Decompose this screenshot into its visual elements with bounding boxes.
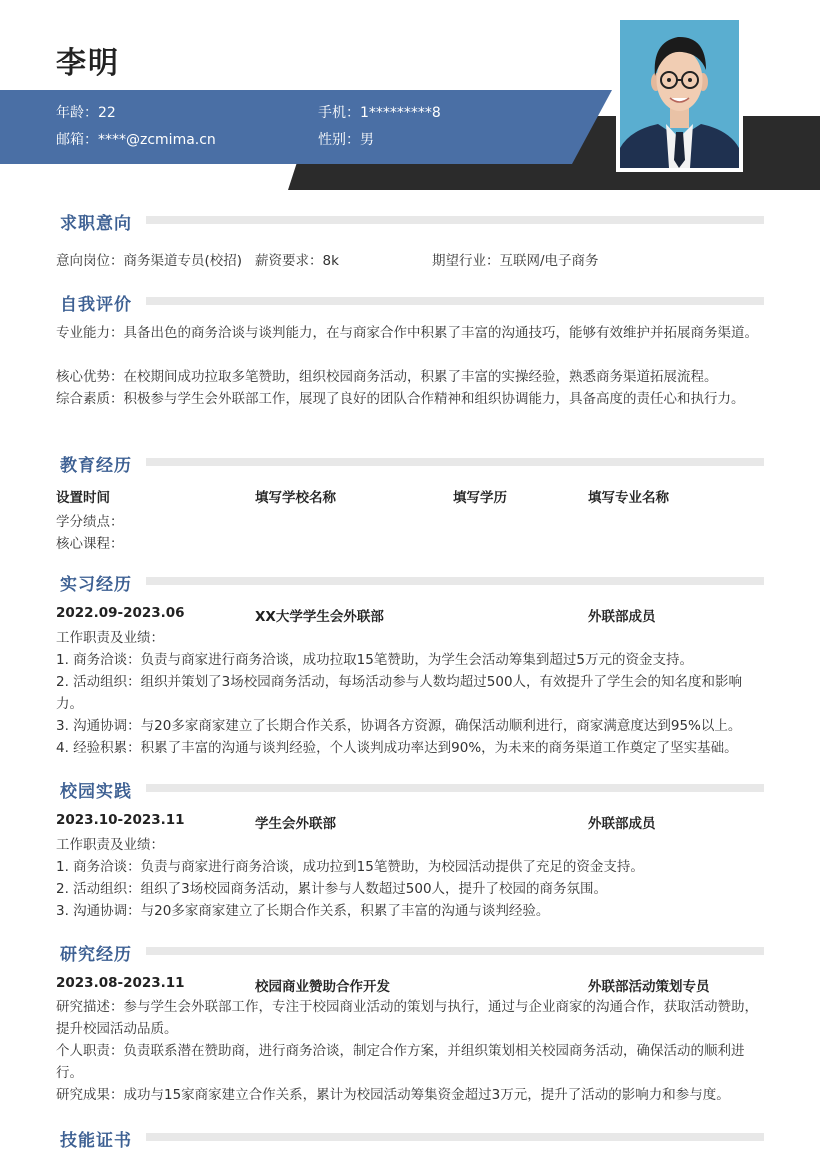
section-divider [146,577,764,585]
education-major: 填写专业名称 [588,490,669,506]
internship-intro: 工作职责及业绩： [56,630,164,646]
campus-intro: 工作职责及业绩： [56,837,164,853]
education-degree: 填写学历 [453,490,507,506]
research-duty: 个人职责：负责联系潜在赞助商，进行商务洽谈，制定合作方案，并组织策划相关校园商务活动，确保活动的顺利进行。 [56,1043,745,1081]
campus-role: 外联部成员 [588,816,656,832]
self-eval-advantage: 核心优势：在校期间成功拉取多笔赞助，组织校园商务活动，积累了丰富的实操经验，熟悉商务渠道拓展流程。 [56,369,718,385]
profile-photo [616,16,743,172]
campus-org: 学生会外联部 [255,816,336,832]
campus-item: 3. 沟通协调：与20多家商家建立了长期合作关系，积累了丰富的沟通与谈判经验。 [56,903,550,919]
section-divider [146,784,764,792]
self-eval-professional: 专业能力：具备出色的商务洽谈与谈判能力，在与商家合作中积累了丰富的沟通技巧，能够有效维护并拓展商务渠道。 [56,325,758,341]
self-eval-quality: 综合素质：积极参与学生会外联部工作，展现了良好的团队合作精神和组织协调能力，具备高度的责任心和执行力。 [56,391,745,407]
section-title-self-eval: 自我评价 [60,295,132,315]
age-info: 年龄：22 [56,105,116,121]
resume-name: 李明 [56,46,120,81]
phone-info: 手机：1*********8 [318,105,441,121]
section-title-education: 教育经历 [60,456,132,476]
intended-position: 意向岗位：商务渠道专员(校招) [56,253,243,269]
section-divider [146,297,764,305]
section-divider [146,947,764,955]
education-time: 设置时间 [56,490,110,506]
email-info: 邮箱：****@zcmima.cn [56,132,216,148]
internship-role: 外联部成员 [588,609,656,625]
section-divider [146,216,764,224]
education-courses: 核心课程： [56,536,124,552]
gender-info: 性别：男 [318,132,374,148]
portrait-image [620,20,739,168]
expected-industry: 期望行业：互联网/电子商务 [432,253,599,269]
section-divider [146,1133,764,1141]
research-project: 校园商业赞助合作开发 [255,979,390,995]
research-period: 2023.08-2023.11 [56,975,185,991]
internship-item: 2. 活动组织：组织并策划了3场校园商务活动，每场活动参与人数均超过500人，有效提升了学生会的知名度和影响力。 [56,674,743,712]
campus-item: 2. 活动组织：组织了3场校园商务活动，累计参与人数超过500人，提升了校园的商务氛围。 [56,881,608,897]
research-description: 研究描述：参与学生会外联部工作，专注于校园商业活动的策划与执行，通过与企业商家的沟通合作，获取活动赞助，提升校园活动品质。 [56,999,758,1037]
research-result: 研究成果：成功与15家商家建立合作关系，累计为校园活动筹集资金超过3万元，提升了活动的影响力和参与度。 [56,1087,730,1103]
section-divider [146,458,764,466]
section-title-intention: 求职意向 [60,214,132,234]
internship-item: 1. 商务洽谈：负责与商家进行商务洽谈，成功拉取15笔赞助，为学生会活动筹集到超过5万元的资金支持。 [56,652,693,668]
education-gpa: 学分绩点： [56,514,124,530]
section-title-campus: 校园实践 [60,782,132,802]
internship-period: 2022.09-2023.06 [56,605,185,621]
campus-item: 1. 商务洽谈：负责与商家进行商务洽谈，成功拉到15笔赞助，为校园活动提供了充足的资金支持。 [56,859,644,875]
internship-org: XX大学学生会外联部 [255,609,384,625]
section-title-internship: 实习经历 [60,575,132,595]
research-role: 外联部活动策划专员 [588,979,710,995]
salary-expectation: 薪资要求：8k [255,253,339,269]
education-school: 填写学校名称 [255,490,336,506]
internship-item: 4. 经验积累：积累了丰富的沟通与谈判经验，个人谈判成功率达到90%，为未来的商务渠道工作奠定了坚实基础。 [56,740,738,756]
internship-item: 3. 沟通协调：与20多家商家建立了长期合作关系，协调各方资源，确保活动顺利进行，商家满意度达到95%以上。 [56,718,742,734]
section-title-research: 研究经历 [60,945,132,965]
section-title-skills: 技能证书 [60,1131,132,1151]
campus-period: 2023.10-2023.11 [56,812,185,828]
